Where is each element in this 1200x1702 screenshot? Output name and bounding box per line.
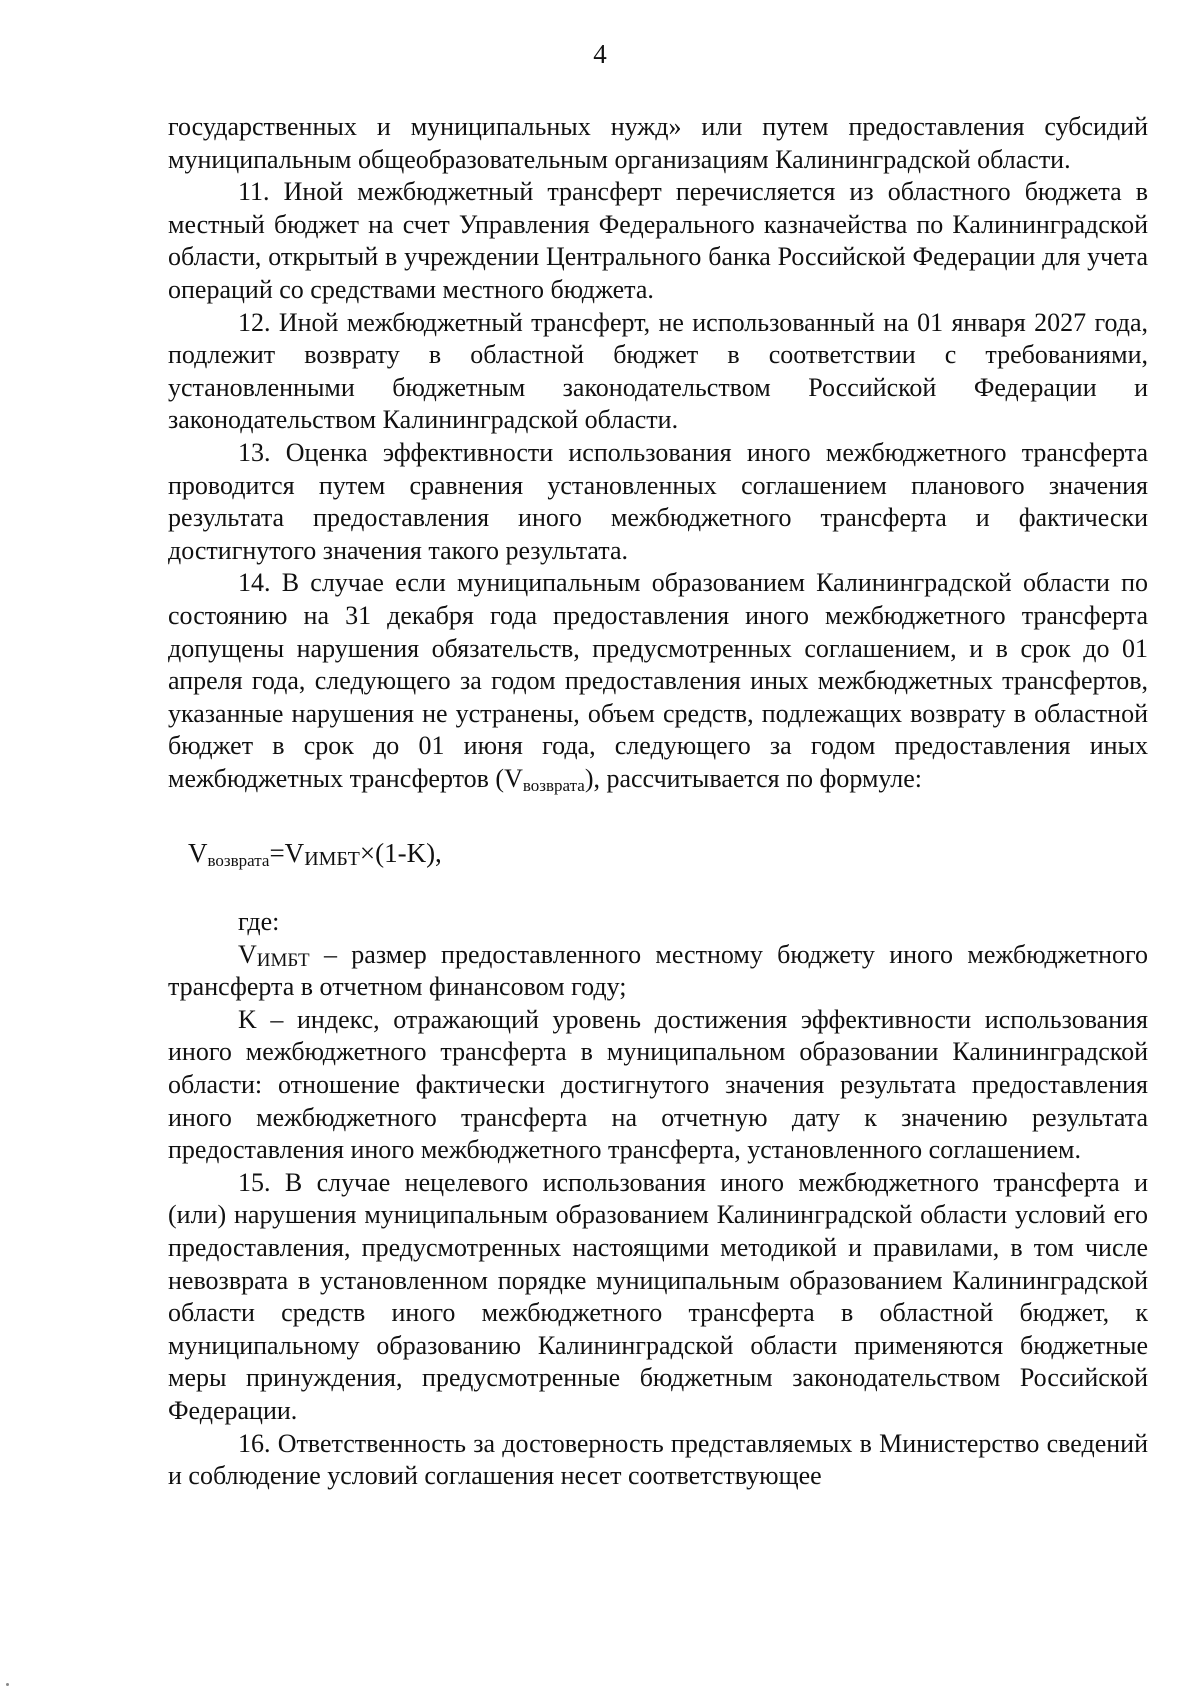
paragraph-15: 15. В случае нецелевого использования иного межбюджетного трансферта и (или) нарушения муниципальным образованием Калининградской области условий его предоставления, предусмотренных настоящими методикой и правилами, в том числе невозврата в установленном порядке муниципальным образованием Калининградской области средств иного межбюджетного трансферта в областной бюджет, к муниципальному образованию Калининградской области применяются бюджетные меры принуждения, предусмотренные бюджетным законодательством Российской Федерации. <box>168 1167 1148 1425</box>
paragraph-intro: государственных и муниципальных нужд» или путем предоставления субсидий муниципальным общеобразовательным организациям Калининградской области. <box>168 112 1148 174</box>
formula-imbt-subscript: ИМБТ <box>304 848 360 871</box>
definition-vimbt: VИМБТ – размер предоставленного местному бюджету иного межбюджетного трансферта в отчетном финансовом году; <box>168 939 1148 1002</box>
paragraph-14-tail: ), рассчитывается по формуле: <box>584 763 922 793</box>
paragraph-14 <box>168 567 1148 795</box>
where-label: где: <box>238 907 280 937</box>
scan-artifact <box>6 1683 9 1686</box>
document-body <box>168 111 1148 1493</box>
definition-vimbt-subscript: ИМБТ <box>256 949 310 971</box>
definition-k: K – индекс, отражающий уровень достижения эффективности использования иного межбюджетного трансферта в муниципальном образовании Калининградской области: отношение фактически достигнутого значения результата предоставления иного межбюджетного трансферта на отчетную дату к значению результата предоставления иного межбюджетного трансферта, установленного соглашением. <box>168 1004 1148 1165</box>
formula-v-subscript: возврата <box>207 851 270 871</box>
page-number: 4 <box>593 39 607 69</box>
paragraph-11: 11. Иной межбюджетный трансферт перечисляется из областного бюджета в местный бюджет на счет Управления Федерального казначейства по Калининградской области, открытый в учреждении Центрального банка Российской Федерации для учета операций со средствами местного бюджета. <box>168 177 1148 304</box>
paragraph-16: 16. Ответственность за достоверность представляемых в Министерство сведений и соблюдение условий соглашения несет соответствующее <box>168 1428 1148 1491</box>
paragraph-14-main: 14. В случае если муниципальным образованием Калининградской области по состоянию на 31 декабря года предоставления иного межбюджетного трансферта допущены нарушения обязательств, предусмотренных соглашением, и в срок до 01 апреля года, следующего за годом предоставления иных межбюджетных трансфертов, указанные нарушения не устранены, объем средств, подлежащих возврату в областной бюджет в срок до 01 июня года, следующего за годом предоставления иных межбюджетных трансфертов <box>168 568 1148 793</box>
paragraph-14-symbol: ($V_{возврата}$ <box>495 763 585 795</box>
return-formula: $V_{возврата}=VИМБТ\times(1-K)$, <box>188 838 442 871</box>
paragraph-13: 13. Оценка эффективности использования иного межбюджетного трансферта проводится путем сравнения установленных соглашением планового значения результата предоставления иного межбюджетного трансферта и фактически достигнутого значения такого результата. <box>168 437 1148 565</box>
paragraph-12: 12. Иной межбюджетный трансферт, не использованный на 01 января 2027 года, подлежит возврату в областной бюджет в соответствии с требованиями, установленными бюджетным законодательством Российской Федерации и законодательством Калининградской области. <box>168 307 1148 435</box>
symbol-subscript: возврата <box>522 775 585 795</box>
